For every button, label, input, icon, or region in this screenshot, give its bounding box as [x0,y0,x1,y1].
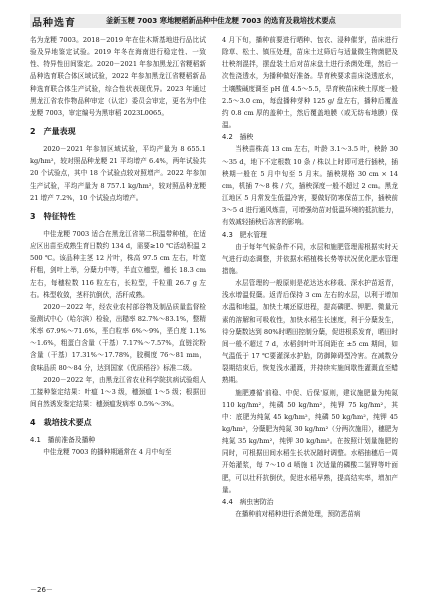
sowing-paragraph: 中佳龙粳 7003 的播种期通常在 4 月中旬至 [43,448,172,457]
subsection-heading-sowing: 4.1 播前准备及播种 [30,436,96,445]
yield-paragraph: 2020－2021 年参加区域试验，平均产量为 8 655.1 kg/hm²，较对照品种龙粳 21 平均增产 6.4%，两年试验共 20 个试验点，其中 18 个试验点较对照增产。2022 年参加生产试验，平均产量为 8 757.1 kg/hm²，较对照品种龙粳 21 增产 7.2%，10 个试验点均增产。 [30,145,206,202]
page-number: －26－ [30,586,53,594]
characteristics-paragraph-1: 中佳龙粳 7003 适合在黑龙江省第二积温带种植，在适应区出苗至成熟生育日数约 134 d，需要≥10 ℃活动积温 2 500 ℃。该品种主茎 12 片叶，株高 97.5 cm 左右，叶宽秆粗，剑叶上举，分蘖力中等，半直立穗型，穗长 18.3 cm 左右，每穗粒数 116 粒左右，长粒型，千粒重 26.7 g 左右。株型收敛，茎秆抗倒伏，活秆成熟。 [30,229,206,299]
pest-control-paragraph: 在播种前对稻种进行杀菌处理，预防恶苗病 [235,510,361,519]
fertilizer-water-paragraph-2: 水层管理的一般原则是花达达水移栽、深水护苗返青，浅水增温促蘖。返青后保持 3 cm 左右的水层，以利于增加水温和地温，加快土壤还原进程，提高磷肥、钾肥、微量元素的溶解和可吸收性，加快水稻生长速度，利于分蘖发生，待分蘖数达到 80%时晒田控制分蘖，促进根系发育，晒田时间一般不超过 7 d，水稻剑叶叶耳间距在 ±5 cm 期间，如气温低于 17 ℃要灌深水护胎，防御障碍型冷害。在减数分裂期结束后，恢复浅水灌溉，并持续实施间歇性灌溉直至蜡熟期。 [222,279,398,385]
subsection-heading-transplanting: 4.2 插秧 [222,133,254,142]
section-heading-characteristics: 3 特征特性 [30,211,76,221]
right-column [222,34,398,520]
intro-paragraph: 名为龙粳 7003。2018－2019 年在佳木斯基地进行品比试验及异地鉴定试验。2019 年冬在海南进行稳定性、一致性、特异性田间鉴定。2020－2021 年参加黑龙江省粳稻新品种选育联合体区域试验，2022 年参加黑龙江省粳稻新品种选育联合体生产试验，综合性状表现优异。2023 年通过黑龙江省农作物品种审定（认定）委员会审定，更名为中佳龙粳 7003，审定编号为黑审稻 2023L0065。 [30,36,206,117]
subsection-heading-fertilizer-water: 4.3 肥水管理 [222,230,267,239]
fertilizer-water-paragraph-1: 由于每年气候条件不同，水层和施肥管理需根据实时天气进行动态调整，并依据水稻植株长势等状况优化肥水管理措施。 [222,242,398,275]
subsection-heading-pest-control: 4.4 病虫害防治 [222,497,274,506]
section-heading-yield: 2 产量表现 [30,127,76,137]
transplanting-paragraph: 当秧苗株高 13 cm 左右，叶龄 3.1～3.5 叶，秧龄 30～35 d，地下不定根数 10 条 / 株以上时即可进行插秧，插秧期一般在 5 月中旬至 5 月末。插秧规格 30 cm × 14 cm，机插 7～8 株 / 穴，插秧深度一般不超过 2 cm。黑龙江地区 5 月常发生低温冷害，要做好防寒保苗工作，插秧前 3～5 d 进行通风炼苗，可增强幼苗对低温环境的抵抗能力，有效减轻插秧后冻害的影响。 [222,145,398,227]
characteristics-paragraph-3: 2020－2022 年，由黑龙江省农业科学院抗病试验组人工接种鉴定结果：叶瘟 1～3 级，穗颈瘟 1～5 级；根据田间自然诱发鉴定结果：穗颈瘟发病率 0.5%～3%。 [30,375,206,409]
fertilizer-water-paragraph-3: 施肥遵循'前稳、中促、后保'原则，建议施肥量为纯氮 110 kg/hm²，纯磷 50 kg/hm²，纯钾 75 kg/hm²，其中：底肥为纯氮 45 kg/hm²，纯磷 50 kg/hm²，纯钾 45 kg/hm²，分蘖肥为纯氮 30 kg/hm²（分两次施用），穗肥为纯氮 35 kg/hm²，纯钾 30 kg/hm²。在按照计划量施肥的同时，可根据田间水稻生长状况随时调整。水稻抽穗后一周开始灌浆，每 7～10 d 喷施 1 次适量的磷酸二氢钾等叶面肥，可以壮秆抗倒伏，促进水稻早熟，提高结实率，增加产量。 [222,388,398,494]
left-column [30,34,206,459]
journal-section-label: 品种选育 [32,17,76,29]
sowing-paragraph-continued: 4 月下旬，播种前要进行晒种、包衣、浸种催芽，苗床进行除草、松土、镇压处理，苗床土过筛后与适量微生物菌肥及壮秧剂混拌，摆盘装土后对苗床盘土进行杀菌处理，然后一次性浇透水，为播种做好准备。旱育秧要求苗床浇透底水，土壤酸碱度调至 pH 值 4.5～5.5，旱育秧苗床秧土厚度一般 2.5～3.0 cm，每盘播种芽种 125 g/ 盘左右，播种后覆盖约 0.8 cm 厚的盖种土，然后覆盖地膜（或无纺布地膜）保温。 [222,36,398,130]
running-title: 釜新玉粳 7003 寒地粳稻新品种中佳龙粳 7003 的选育及栽培技术要点 [106,16,336,25]
section-heading-cultivation: 4 栽培技术要点 [30,418,92,428]
characteristics-paragraph-2: 2020－2022 年，经农业农村部谷物及制品质量监督检验测试中心（哈尔滨）检验，出糙率 82.7%～83.1%，整精米率 67.9%～71.6%，垩白粒率 6%～9%，垩白度 1.1%～1.6%，粗蛋白含量（干基）7.17%～7.57%，直链淀粉含量（干基）17.31%～17.78%，胶稠度 76～81 mm，食味品质 80～84 分，达到国家《优质稻谷》标准二级。 [30,302,206,372]
page-header [30,14,401,28]
